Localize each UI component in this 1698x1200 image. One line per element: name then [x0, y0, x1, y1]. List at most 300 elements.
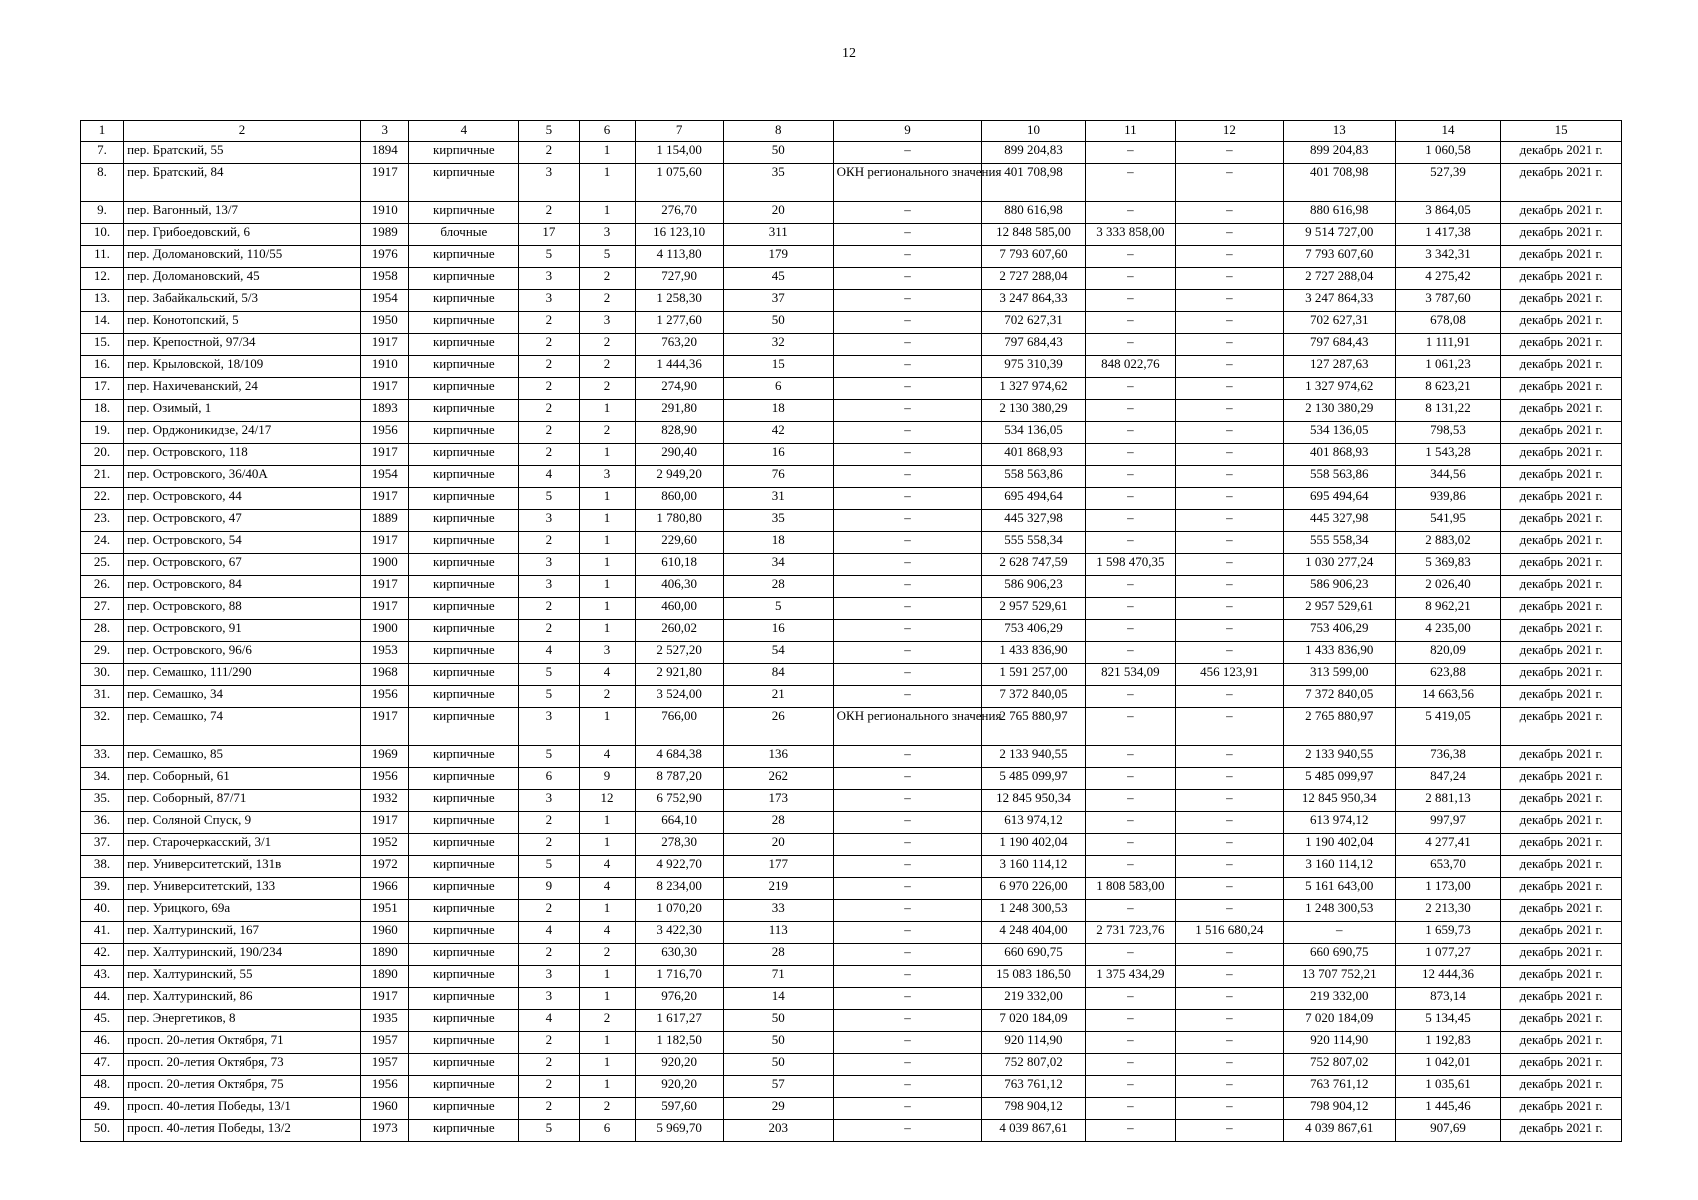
cell-heritage-status: – — [833, 1010, 982, 1032]
column-header: 1 — [81, 121, 124, 142]
table-row — [81, 466, 1622, 488]
cell-total-cost: 1 591 257,00 — [982, 664, 1085, 686]
cell-entrances: 4 — [579, 878, 635, 900]
cell-floors: 2 — [519, 422, 579, 444]
cell-address: просп. 20-летия Октября, 75 — [124, 1076, 361, 1098]
cell-floors: 2 — [519, 944, 579, 966]
cell-cost-col-12: – — [1176, 444, 1284, 466]
cell-cost-col-12: – — [1176, 422, 1284, 444]
cell-year-built: 1890 — [360, 966, 408, 988]
cell-entrances: 2 — [579, 378, 635, 400]
cell-heritage-status: – — [833, 554, 982, 576]
cell-cost-col-11: – — [1085, 532, 1175, 554]
cell-residents: 21 — [723, 686, 833, 708]
cell-residents: 50 — [723, 1054, 833, 1076]
cell-cost-col-12: – — [1176, 1010, 1284, 1032]
cell-completion-date: декабрь 2021 г. — [1501, 768, 1622, 790]
cell-cost-col-12: – — [1176, 834, 1284, 856]
cell-residents: 50 — [723, 1032, 833, 1054]
cell-floors: 3 — [519, 268, 579, 290]
cell-entrances: 2 — [579, 268, 635, 290]
cell-row-number: 47. — [81, 1054, 124, 1076]
cell-cost-per-sqm: 2 213,30 — [1395, 900, 1501, 922]
cell-row-number: 16. — [81, 356, 124, 378]
cell-wall-material: кирпичные — [409, 988, 519, 1010]
cell-completion-date: декабрь 2021 г. — [1501, 944, 1622, 966]
table-row — [81, 164, 1622, 202]
cell-floors: 2 — [519, 1032, 579, 1054]
column-header: 9 — [833, 121, 982, 142]
cell-total-area: 2 921,80 — [635, 664, 723, 686]
cell-heritage-status: – — [833, 834, 982, 856]
cell-cost-per-sqm: 1 060,58 — [1395, 142, 1501, 164]
cell-wall-material: кирпичные — [409, 812, 519, 834]
cell-cost-col-12: – — [1176, 856, 1284, 878]
cell-cost-col-12: – — [1176, 708, 1284, 746]
cell-row-number: 18. — [81, 400, 124, 422]
cell-cost-col-13: 534 136,05 — [1283, 422, 1395, 444]
cell-cost-per-sqm: 5 134,45 — [1395, 1010, 1501, 1032]
cell-heritage-status: – — [833, 598, 982, 620]
cell-cost-per-sqm: 527,39 — [1395, 164, 1501, 202]
column-header: 3 — [360, 121, 408, 142]
cell-total-area: 260,02 — [635, 620, 723, 642]
cell-row-number: 33. — [81, 746, 124, 768]
table-row — [81, 686, 1622, 708]
cell-floors: 2 — [519, 400, 579, 422]
cell-year-built: 1917 — [360, 988, 408, 1010]
cell-cost-col-13: 2 957 529,61 — [1283, 598, 1395, 620]
cell-residents: 203 — [723, 1120, 833, 1142]
cell-year-built: 1952 — [360, 834, 408, 856]
cell-cost-per-sqm: 3 864,05 — [1395, 202, 1501, 224]
cell-entrances: 2 — [579, 422, 635, 444]
cell-address: пер. Островского, 118 — [124, 444, 361, 466]
cell-year-built: 1900 — [360, 554, 408, 576]
cell-year-built: 1893 — [360, 400, 408, 422]
cell-cost-per-sqm: 1 659,73 — [1395, 922, 1501, 944]
cell-total-area: 976,20 — [635, 988, 723, 1010]
cell-heritage-status: – — [833, 900, 982, 922]
cell-cost-col-12: – — [1176, 812, 1284, 834]
cell-cost-col-12: – — [1176, 466, 1284, 488]
cell-cost-per-sqm: 8 962,21 — [1395, 598, 1501, 620]
cell-cost-col-11: 821 534,09 — [1085, 664, 1175, 686]
cell-wall-material: кирпичные — [409, 834, 519, 856]
cell-total-cost: 4 248 404,00 — [982, 922, 1085, 944]
cell-total-area: 291,80 — [635, 400, 723, 422]
cell-residents: 20 — [723, 834, 833, 856]
cell-completion-date: декабрь 2021 г. — [1501, 290, 1622, 312]
cell-total-cost: 1 190 402,04 — [982, 834, 1085, 856]
cell-cost-col-13: 1 327 974,62 — [1283, 378, 1395, 400]
cell-entrances: 9 — [579, 768, 635, 790]
cell-cost-col-11: – — [1085, 444, 1175, 466]
cell-year-built: 1956 — [360, 686, 408, 708]
table-row — [81, 290, 1622, 312]
cell-cost-col-13: 1 248 300,53 — [1283, 900, 1395, 922]
cell-heritage-status: – — [833, 1098, 982, 1120]
cell-entrances: 1 — [579, 598, 635, 620]
cell-cost-col-12: – — [1176, 746, 1284, 768]
cell-total-area: 1 277,60 — [635, 312, 723, 334]
cell-total-cost: 2 130 380,29 — [982, 400, 1085, 422]
cell-total-area: 8 234,00 — [635, 878, 723, 900]
cell-cost-col-12: – — [1176, 966, 1284, 988]
cell-row-number: 21. — [81, 466, 124, 488]
cell-residents: 76 — [723, 466, 833, 488]
cell-floors: 5 — [519, 488, 579, 510]
cell-cost-col-12: – — [1176, 246, 1284, 268]
cell-wall-material: кирпичные — [409, 466, 519, 488]
cell-cost-col-13: 7 372 840,05 — [1283, 686, 1395, 708]
cell-year-built: 1951 — [360, 900, 408, 922]
cell-cost-col-13: 7 793 607,60 — [1283, 246, 1395, 268]
cell-wall-material: кирпичные — [409, 290, 519, 312]
cell-cost-col-11: 1 375 434,29 — [1085, 966, 1175, 988]
cell-total-cost: 1 327 974,62 — [982, 378, 1085, 400]
cell-heritage-status: – — [833, 768, 982, 790]
cell-residents: 33 — [723, 900, 833, 922]
cell-wall-material: кирпичные — [409, 532, 519, 554]
cell-address: пер. Конотопский, 5 — [124, 312, 361, 334]
cell-cost-col-11: – — [1085, 246, 1175, 268]
cell-total-cost: 798 904,12 — [982, 1098, 1085, 1120]
cell-address: пер. Островского, 91 — [124, 620, 361, 642]
cell-completion-date: декабрь 2021 г. — [1501, 466, 1622, 488]
cell-completion-date: декабрь 2021 г. — [1501, 422, 1622, 444]
cell-total-area: 4 922,70 — [635, 856, 723, 878]
cell-entrances: 4 — [579, 746, 635, 768]
cell-row-number: 32. — [81, 708, 124, 746]
cell-cost-col-11: – — [1085, 576, 1175, 598]
cell-cost-col-11: 848 022,76 — [1085, 356, 1175, 378]
cell-address: пер. Доломановский, 45 — [124, 268, 361, 290]
cell-cost-col-11: – — [1085, 1054, 1175, 1076]
table-row — [81, 554, 1622, 576]
cell-heritage-status: – — [833, 790, 982, 812]
cell-completion-date: декабрь 2021 г. — [1501, 488, 1622, 510]
cell-row-number: 24. — [81, 532, 124, 554]
cell-floors: 5 — [519, 746, 579, 768]
cell-cost-col-12: – — [1176, 202, 1284, 224]
cell-entrances: 3 — [579, 224, 635, 246]
cell-heritage-status: – — [833, 532, 982, 554]
cell-total-cost: 899 204,83 — [982, 142, 1085, 164]
cell-row-number: 27. — [81, 598, 124, 620]
cell-year-built: 1960 — [360, 922, 408, 944]
cell-row-number: 45. — [81, 1010, 124, 1032]
table-row — [81, 356, 1622, 378]
cell-completion-date: декабрь 2021 г. — [1501, 988, 1622, 1010]
cell-total-area: 2 949,20 — [635, 466, 723, 488]
cell-floors: 3 — [519, 988, 579, 1010]
cell-cost-col-12: – — [1176, 878, 1284, 900]
cell-total-area: 274,90 — [635, 378, 723, 400]
cell-cost-col-13: 586 906,23 — [1283, 576, 1395, 598]
cell-floors: 2 — [519, 812, 579, 834]
cell-wall-material: кирпичные — [409, 142, 519, 164]
cell-address: пер. Нахичеванский, 24 — [124, 378, 361, 400]
cell-cost-per-sqm: 997,97 — [1395, 812, 1501, 834]
cell-row-number: 41. — [81, 922, 124, 944]
cell-total-area: 460,00 — [635, 598, 723, 620]
cell-total-area: 4 684,38 — [635, 746, 723, 768]
cell-wall-material: кирпичные — [409, 620, 519, 642]
cell-cost-col-11: – — [1085, 422, 1175, 444]
cell-total-area: 6 752,90 — [635, 790, 723, 812]
cell-residents: 37 — [723, 290, 833, 312]
cell-wall-material: кирпичные — [409, 202, 519, 224]
cell-cost-per-sqm: 736,38 — [1395, 746, 1501, 768]
cell-cost-per-sqm: 3 787,60 — [1395, 290, 1501, 312]
cell-address: пер. Семашко, 34 — [124, 686, 361, 708]
cell-address: просп. 40-летия Победы, 13/1 — [124, 1098, 361, 1120]
cell-heritage-status: – — [833, 746, 982, 768]
cell-completion-date: декабрь 2021 г. — [1501, 554, 1622, 576]
cell-cost-col-13: 5 161 643,00 — [1283, 878, 1395, 900]
cell-floors: 2 — [519, 1098, 579, 1120]
cell-row-number: 8. — [81, 164, 124, 202]
cell-total-cost: 660 690,75 — [982, 944, 1085, 966]
cell-cost-col-12: – — [1176, 768, 1284, 790]
table-row — [81, 598, 1622, 620]
table-row — [81, 246, 1622, 268]
cell-cost-per-sqm: 1 192,83 — [1395, 1032, 1501, 1054]
cell-year-built: 1900 — [360, 620, 408, 642]
cell-entrances: 1 — [579, 1054, 635, 1076]
cell-residents: 6 — [723, 378, 833, 400]
cell-wall-material: кирпичные — [409, 598, 519, 620]
cell-year-built: 1956 — [360, 768, 408, 790]
cell-completion-date: декабрь 2021 г. — [1501, 620, 1622, 642]
cell-heritage-status: – — [833, 664, 982, 686]
cell-total-area: 2 527,20 — [635, 642, 723, 664]
cell-total-area: 610,18 — [635, 554, 723, 576]
cell-floors: 2 — [519, 620, 579, 642]
cell-cost-per-sqm: 1 061,23 — [1395, 356, 1501, 378]
cell-cost-col-13: 2 765 880,97 — [1283, 708, 1395, 746]
cell-heritage-status: – — [833, 142, 982, 164]
cell-total-area: 229,60 — [635, 532, 723, 554]
cell-row-number: 23. — [81, 510, 124, 532]
cell-entrances: 2 — [579, 290, 635, 312]
table-row — [81, 922, 1622, 944]
cell-heritage-status: – — [833, 268, 982, 290]
cell-row-number: 49. — [81, 1098, 124, 1120]
cell-address: пер. Халтуринский, 55 — [124, 966, 361, 988]
cell-cost-col-13: 2 130 380,29 — [1283, 400, 1395, 422]
cell-floors: 17 — [519, 224, 579, 246]
cell-completion-date: декабрь 2021 г. — [1501, 510, 1622, 532]
cell-heritage-status: – — [833, 224, 982, 246]
cell-entrances: 1 — [579, 554, 635, 576]
cell-completion-date: декабрь 2021 г. — [1501, 356, 1622, 378]
cell-address: пер. Соляной Спуск, 9 — [124, 812, 361, 834]
cell-row-number: 42. — [81, 944, 124, 966]
cell-residents: 219 — [723, 878, 833, 900]
cell-cost-col-13: 13 707 752,21 — [1283, 966, 1395, 988]
cell-heritage-status: – — [833, 246, 982, 268]
cell-total-cost: 3 160 114,12 — [982, 856, 1085, 878]
cell-completion-date: декабрь 2021 г. — [1501, 334, 1622, 356]
cell-cost-per-sqm: 4 277,41 — [1395, 834, 1501, 856]
cell-wall-material: кирпичные — [409, 400, 519, 422]
cell-year-built: 1960 — [360, 1098, 408, 1120]
cell-completion-date: декабрь 2021 г. — [1501, 664, 1622, 686]
cell-floors: 2 — [519, 202, 579, 224]
cell-cost-col-11: – — [1085, 400, 1175, 422]
cell-wall-material: кирпичные — [409, 746, 519, 768]
cell-row-number: 35. — [81, 790, 124, 812]
cell-cost-col-11: 1 808 583,00 — [1085, 878, 1175, 900]
cell-total-cost: 975 310,39 — [982, 356, 1085, 378]
cell-completion-date: декабрь 2021 г. — [1501, 900, 1622, 922]
cell-cost-per-sqm: 873,14 — [1395, 988, 1501, 1010]
cell-year-built: 1917 — [360, 488, 408, 510]
cell-entrances: 1 — [579, 900, 635, 922]
cell-cost-col-11: – — [1085, 856, 1175, 878]
cell-cost-col-13: 5 485 099,97 — [1283, 768, 1395, 790]
cell-address: пер. Университетский, 133 — [124, 878, 361, 900]
cell-wall-material: кирпичные — [409, 164, 519, 202]
cell-residents: 31 — [723, 488, 833, 510]
cell-completion-date: декабрь 2021 г. — [1501, 1098, 1622, 1120]
cell-residents: 179 — [723, 246, 833, 268]
table-row — [81, 576, 1622, 598]
cell-total-cost: 555 558,34 — [982, 532, 1085, 554]
cell-row-number: 38. — [81, 856, 124, 878]
cell-cost-col-12: – — [1176, 334, 1284, 356]
cell-cost-col-13: 9 514 727,00 — [1283, 224, 1395, 246]
cell-completion-date: декабрь 2021 г. — [1501, 576, 1622, 598]
cell-cost-per-sqm: 2 026,40 — [1395, 576, 1501, 598]
cell-total-cost: 15 083 186,50 — [982, 966, 1085, 988]
cell-cost-col-11: – — [1085, 686, 1175, 708]
cell-residents: 50 — [723, 312, 833, 334]
cell-total-cost: 3 247 864,33 — [982, 290, 1085, 312]
cell-floors: 2 — [519, 834, 579, 856]
cell-row-number: 46. — [81, 1032, 124, 1054]
cell-cost-col-13: 660 690,75 — [1283, 944, 1395, 966]
cell-year-built: 1894 — [360, 142, 408, 164]
cell-floors: 3 — [519, 164, 579, 202]
cell-cost-col-12: – — [1176, 290, 1284, 312]
cell-wall-material: кирпичные — [409, 768, 519, 790]
cell-entrances: 3 — [579, 466, 635, 488]
cell-address: пер. Крепостной, 97/34 — [124, 334, 361, 356]
cell-total-cost: 920 114,90 — [982, 1032, 1085, 1054]
cell-year-built: 1973 — [360, 1120, 408, 1142]
table-row — [81, 142, 1622, 164]
cell-total-cost: 2 765 880,97 — [982, 708, 1085, 746]
cell-residents: 71 — [723, 966, 833, 988]
cell-year-built: 1956 — [360, 1076, 408, 1098]
cell-cost-col-12: – — [1176, 1032, 1284, 1054]
cell-wall-material: кирпичные — [409, 900, 519, 922]
cell-cost-col-13: 3 160 114,12 — [1283, 856, 1395, 878]
cell-address: пер. Орджоникидзе, 24/17 — [124, 422, 361, 444]
cell-cost-col-13: 1 433 836,90 — [1283, 642, 1395, 664]
cell-cost-col-12: – — [1176, 510, 1284, 532]
cell-floors: 5 — [519, 246, 579, 268]
cell-total-cost: 7 020 184,09 — [982, 1010, 1085, 1032]
cell-total-cost: 613 974,12 — [982, 812, 1085, 834]
cell-cost-per-sqm: 1 543,28 — [1395, 444, 1501, 466]
table-row — [81, 224, 1622, 246]
cell-heritage-status: – — [833, 1076, 982, 1098]
table-row — [81, 856, 1622, 878]
cell-residents: 45 — [723, 268, 833, 290]
cell-wall-material: кирпичные — [409, 1076, 519, 1098]
cell-cost-col-11: – — [1085, 900, 1175, 922]
cell-total-cost: 6 970 226,00 — [982, 878, 1085, 900]
cell-wall-material: кирпичные — [409, 312, 519, 334]
cell-floors: 3 — [519, 290, 579, 312]
cell-row-number: 30. — [81, 664, 124, 686]
cell-cost-col-12: – — [1176, 142, 1284, 164]
cell-residents: 5 — [723, 598, 833, 620]
cell-heritage-status: – — [833, 856, 982, 878]
cell-cost-col-12: – — [1176, 312, 1284, 334]
cell-cost-per-sqm: 678,08 — [1395, 312, 1501, 334]
table-row — [81, 1054, 1622, 1076]
cell-total-cost: 12 845 950,34 — [982, 790, 1085, 812]
cell-cost-col-12: – — [1176, 554, 1284, 576]
cell-cost-col-11: – — [1085, 768, 1175, 790]
cell-cost-col-11: – — [1085, 290, 1175, 312]
cell-cost-col-13: 1 190 402,04 — [1283, 834, 1395, 856]
cell-year-built: 1968 — [360, 664, 408, 686]
cell-heritage-status: – — [833, 378, 982, 400]
cell-address: пер. Крыловской, 18/109 — [124, 356, 361, 378]
table-row — [81, 510, 1622, 532]
cell-completion-date: декабрь 2021 г. — [1501, 202, 1622, 224]
cell-wall-material: кирпичные — [409, 268, 519, 290]
cell-row-number: 29. — [81, 642, 124, 664]
cell-cost-col-11: – — [1085, 642, 1175, 664]
cell-cost-col-11: – — [1085, 812, 1175, 834]
cell-cost-col-13: 313 599,00 — [1283, 664, 1395, 686]
cell-heritage-status: – — [833, 334, 982, 356]
cell-year-built: 1889 — [360, 510, 408, 532]
cell-total-cost: 558 563,86 — [982, 466, 1085, 488]
cell-completion-date: декабрь 2021 г. — [1501, 268, 1622, 290]
cell-row-number: 13. — [81, 290, 124, 312]
cell-total-area: 630,30 — [635, 944, 723, 966]
cell-floors: 4 — [519, 922, 579, 944]
cell-completion-date: декабрь 2021 г. — [1501, 312, 1622, 334]
cell-address: пер. Халтуринский, 86 — [124, 988, 361, 1010]
cell-row-number: 50. — [81, 1120, 124, 1142]
cell-completion-date: декабрь 2021 г. — [1501, 686, 1622, 708]
table-row — [81, 664, 1622, 686]
cell-total-cost: 7 793 607,60 — [982, 246, 1085, 268]
cell-total-cost: 1 433 836,90 — [982, 642, 1085, 664]
cell-cost-per-sqm: 1 042,01 — [1395, 1054, 1501, 1076]
cell-address: пер. Халтуринский, 190/234 — [124, 944, 361, 966]
cell-wall-material: кирпичные — [409, 856, 519, 878]
cell-wall-material: кирпичные — [409, 922, 519, 944]
cell-heritage-status: – — [833, 620, 982, 642]
cell-entrances: 5 — [579, 246, 635, 268]
cell-cost-col-13: 763 761,12 — [1283, 1076, 1395, 1098]
cell-address: пер. Островского, 67 — [124, 554, 361, 576]
table-row — [81, 966, 1622, 988]
cell-row-number: 25. — [81, 554, 124, 576]
cell-floors: 2 — [519, 312, 579, 334]
cell-entrances: 1 — [579, 164, 635, 202]
